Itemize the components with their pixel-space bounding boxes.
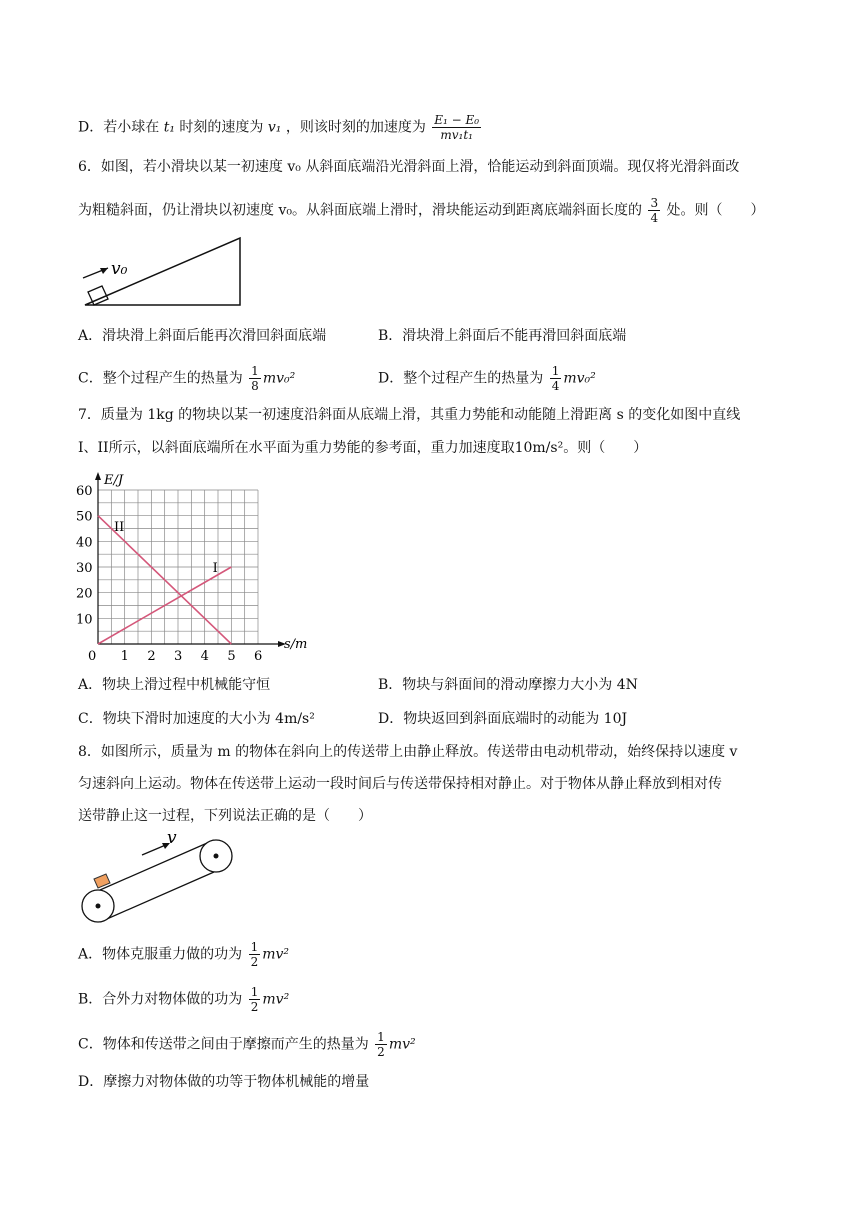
q6-fraction xyxy=(648,196,660,225)
q5-option-d-prefix: D．若小球在 xyxy=(78,119,160,136)
q8-velocity-label: v xyxy=(167,828,177,848)
q6-stem-line1: 6．如图，若小滑块以某一初速度 v₀ 从斜面底端沿光滑斜面上滑，恰能运动到斜面顶端。现仅将光滑斜面改 xyxy=(78,159,740,175)
q8-option-a-denominator: 2 xyxy=(250,955,259,969)
q6-option-c xyxy=(78,364,295,393)
q6-fraction-numerator: 3 xyxy=(650,196,659,210)
q8-option-a-fraction xyxy=(249,940,261,969)
q8-option-b-numerator: 1 xyxy=(250,985,259,999)
q7-energy-chart xyxy=(70,466,330,666)
q6-option-d-numerator: 1 xyxy=(551,364,560,378)
q8-option-b-prefix: B．合外力对物体做的功为 xyxy=(78,991,243,1008)
q7-option-c: C．物块下滑时加速度的大小为 4m/s² xyxy=(78,711,315,727)
x-tick-label: 5 xyxy=(227,649,236,664)
chart-axes xyxy=(95,472,286,647)
q5-option-d xyxy=(78,113,483,142)
chart-x-axis-label: s/m xyxy=(284,637,308,652)
q6-option-d-expr: mv₀² xyxy=(563,370,596,387)
q5-fraction-numerator: E₁ − E₀ xyxy=(434,113,480,127)
x-tick-label: 2 xyxy=(147,649,156,664)
q8-option-c-denominator: 2 xyxy=(377,1045,385,1059)
q5-t1: t₁ xyxy=(163,119,175,136)
y-tick-label: 60 xyxy=(76,484,93,499)
chart-y-axis-label: E/J xyxy=(104,473,124,488)
belt-top xyxy=(100,840,214,890)
q6-option-c-denominator: 8 xyxy=(251,379,259,393)
q6-fraction-denominator: 4 xyxy=(650,211,659,225)
incline-triangle xyxy=(85,238,240,305)
y-axis-arrowhead xyxy=(95,472,101,480)
object-block xyxy=(94,874,110,888)
q8-option-c xyxy=(78,1030,416,1059)
q5-fraction-denominator: mv₁t₁ xyxy=(440,128,473,142)
q6-option-c-fraction xyxy=(249,364,261,393)
q7-stem-line1: 7．质量为 1kg 的物块以某一初速度沿斜面从底端上滑，其重力势能和动能随上滑距离 s 的变化如图中直线 xyxy=(78,407,741,423)
q8-option-c-numerator: 1 xyxy=(377,1030,385,1044)
x-tick-label: 4 xyxy=(200,649,209,664)
q5-option-d-mid1: 时刻的速度为 xyxy=(179,119,264,136)
y-tick-label: 30 xyxy=(76,561,93,576)
q6-option-d xyxy=(378,364,596,393)
q6-stem-line2-a: 为粗糙斜面，仍让滑块以初速度 v₀。从斜面底端上滑时，滑块能运动到距离底端斜面长度的 xyxy=(78,202,642,219)
y-tick-label: 20 xyxy=(76,586,93,602)
q7-option-a: A．物块上滑过程中机械能守恒 xyxy=(78,677,271,693)
q6-option-d-denominator: 4 xyxy=(551,379,560,393)
q8-option-a-expr: mv² xyxy=(262,946,290,963)
q7-stem-line2: I、II所示，以斜面底端所在水平面为重力势能的参考面，重力加速度取10m/s²。则（ ） xyxy=(78,440,648,456)
q5-v1: v₁ xyxy=(267,119,282,136)
q6-option-c-prefix: C．整个过程产生的热量为 xyxy=(78,370,243,387)
q8-option-b xyxy=(78,985,289,1014)
q6-stem-line2 xyxy=(78,196,765,225)
q8-option-b-fraction xyxy=(249,985,261,1014)
lower-pulley-axle xyxy=(96,904,101,909)
series-label-II: II xyxy=(114,520,125,536)
q6-option-a: A．滑块滑上斜面后能再次滑回斜面底端 xyxy=(78,328,327,344)
q6-velocity-label: v₀ xyxy=(111,259,128,279)
q8-option-b-denominator: 2 xyxy=(250,1000,259,1014)
q7-option-b: B．物块与斜面间的滑动摩擦力大小为 4N xyxy=(378,677,638,693)
q6-stem-line2-b: 处。则（ ） xyxy=(666,202,765,219)
y-tick-label: 10 xyxy=(76,612,93,628)
q8-option-c-prefix: C．物体和传送带之间由于摩擦而产生的热量为 xyxy=(78,1036,369,1053)
q8-stem-line2: 匀速斜向上运动。物体在传送带上运动一段时间后与传送带保持相对静止。对于物体从静止释放到相对传 xyxy=(78,776,722,792)
chart-tick-labels xyxy=(76,484,262,664)
q8-option-c-expr: mv² xyxy=(388,1036,416,1053)
q8-stem-line3: 送带静止这一过程，下列说法正确的是（ ） xyxy=(78,808,372,824)
series-label-I: I xyxy=(212,561,218,577)
q5-fraction xyxy=(432,113,481,142)
q7-option-d: D．物块返回到斜面底端时的动能为 10J xyxy=(378,711,628,727)
x-tick-label: 3 xyxy=(174,649,183,664)
q8-option-a-numerator: 1 xyxy=(250,940,259,954)
q6-incline-figure xyxy=(80,232,250,312)
q8-option-a xyxy=(78,940,289,969)
x-tick-label: 0 xyxy=(88,649,97,664)
q8-option-b-expr: mv² xyxy=(262,991,290,1008)
q8-option-c-fraction xyxy=(375,1030,387,1059)
q6-option-c-numerator: 1 xyxy=(251,364,259,378)
q6-option-d-prefix: D．整个过程产生的热量为 xyxy=(378,370,544,387)
q8-option-d: D．摩擦力对物体做的功等于物体机械能的增量 xyxy=(78,1074,370,1090)
y-tick-label: 40 xyxy=(76,535,93,551)
x-tick-label: 1 xyxy=(120,649,129,664)
chart-grid xyxy=(98,490,258,644)
q6-option-b: B．滑块滑上斜面后不能再滑回斜面底端 xyxy=(378,328,627,344)
q8-stem-line1: 8．如图所示，质量为 m 的物体在斜向上的传送带上由静止释放。传送带由电动机带动，始终保持以速度 v xyxy=(78,744,738,760)
q8-option-a-prefix: A．物体克服重力做的功为 xyxy=(78,946,243,963)
upper-pulley-axle xyxy=(214,854,219,859)
x-tick-label: 6 xyxy=(254,649,263,664)
q6-option-d-fraction xyxy=(550,364,562,393)
q8-conveyor-figure xyxy=(74,826,244,926)
belt-bottom xyxy=(100,872,214,922)
y-tick-label: 50 xyxy=(76,509,93,525)
q6-option-c-expr: mv₀² xyxy=(262,370,296,387)
q5-option-d-mid2: ，则该时刻的加速度为 xyxy=(285,119,426,136)
